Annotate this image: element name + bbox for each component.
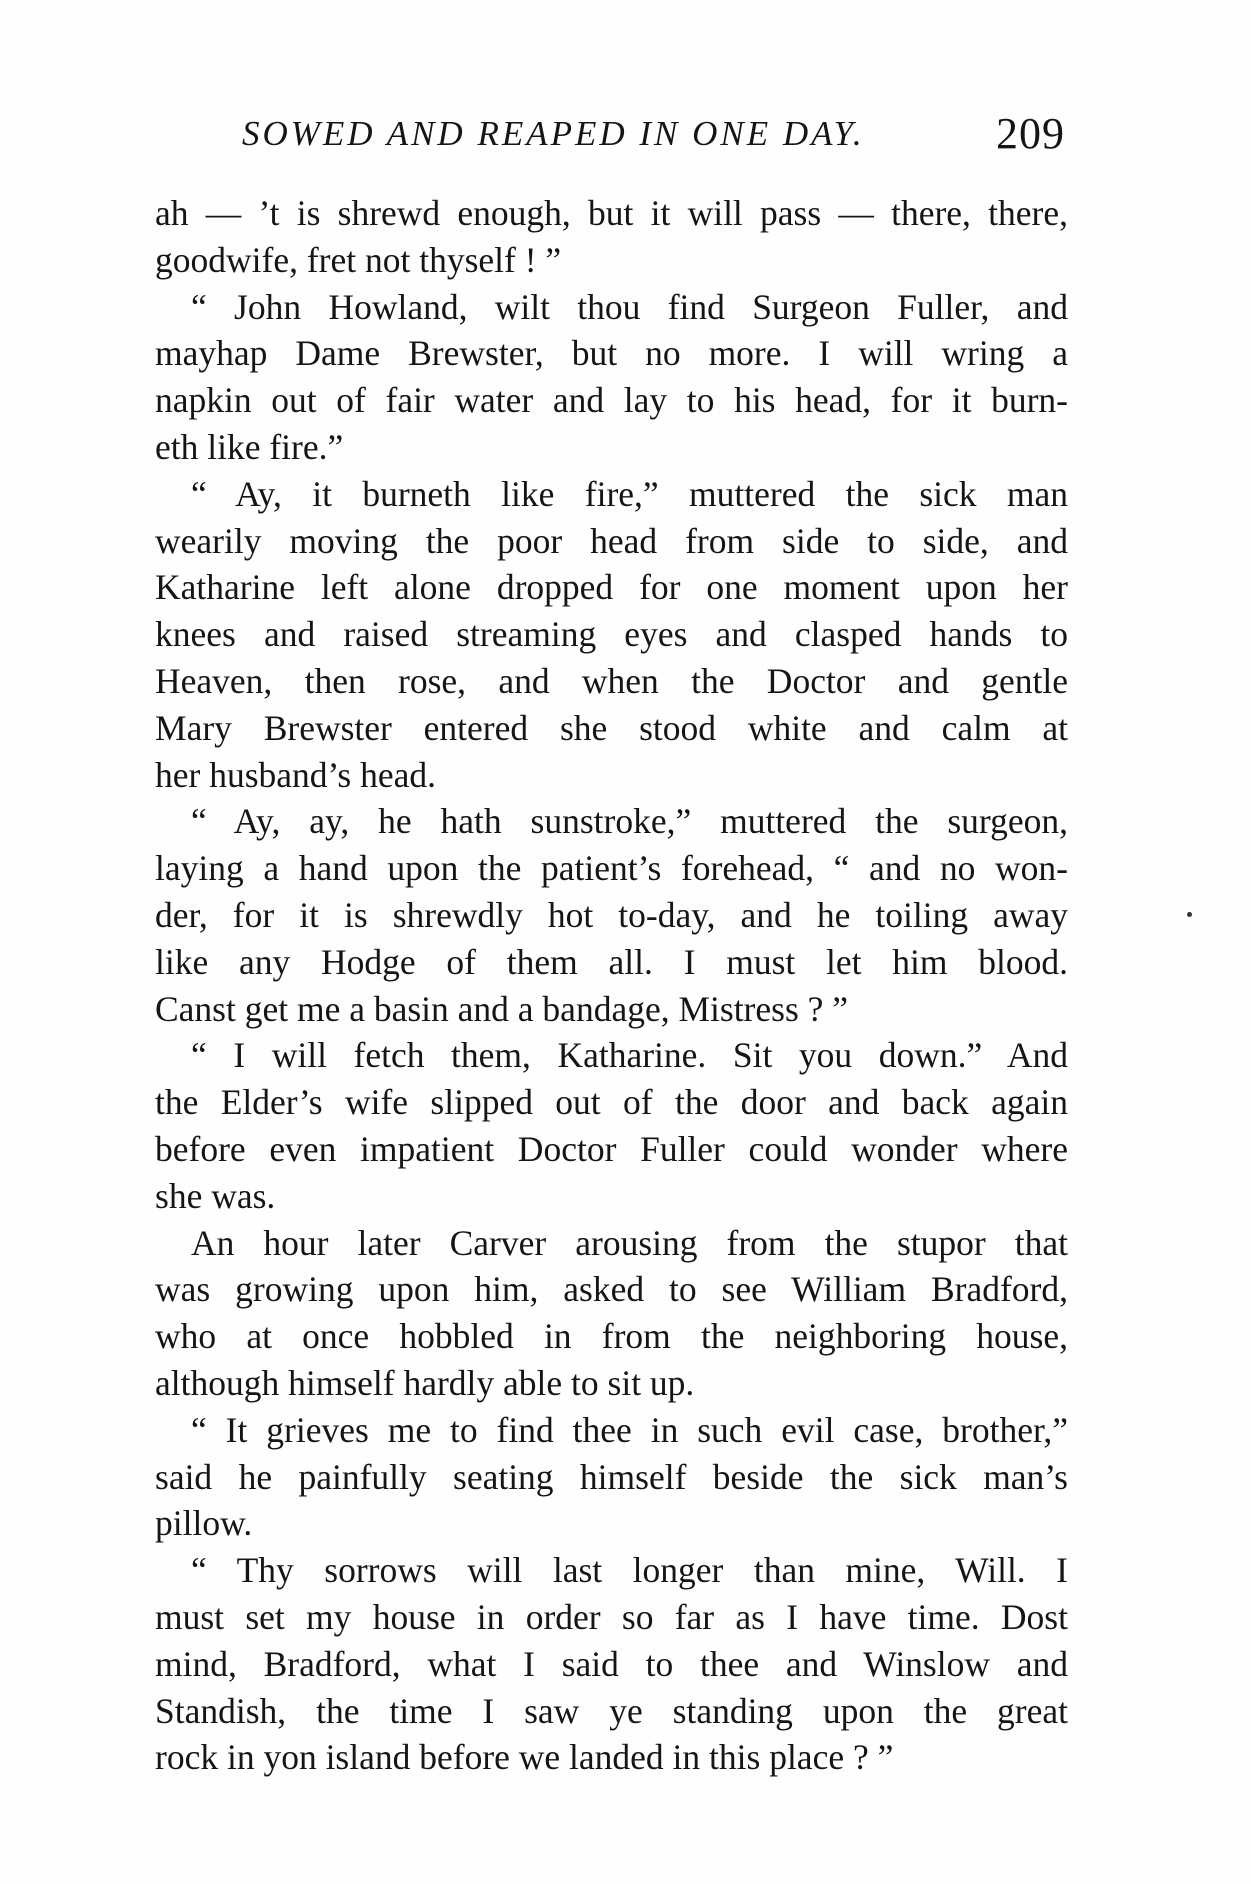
- text-line: said he painfully seating himself beside the sick man’s: [155, 1456, 1068, 1497]
- text-line: ah — ’t is shrewd enough, but it will pass — there, there,: [155, 193, 1068, 233]
- text-line: wearily moving the poor head from side to side, and: [155, 520, 1068, 561]
- text-line: although himself hardly able to sit up.: [155, 1362, 695, 1403]
- text-line: eth like fire.”: [155, 426, 344, 467]
- text-line: der, for it is shrewdly hot to-day, and he toiling away: [155, 894, 1068, 935]
- text-line: “ John Howland, wilt thou find Surgeon Fuller, and: [191, 286, 1068, 327]
- text-line: she was.: [155, 1175, 276, 1216]
- text-line: An hour later Carver arousing from the stupor that: [191, 1222, 1068, 1263]
- text-line: “ Thy sorrows will last longer than mine, Will. I: [191, 1550, 1068, 1591]
- running-head: [155, 108, 1065, 168]
- text-line: before even impatient Doctor Fuller could wonder where: [155, 1128, 1068, 1169]
- text-line: pillow.: [155, 1503, 253, 1544]
- ink-speck: [1187, 912, 1192, 917]
- text-line: Heaven, then rose, and when the Doctor and gentle: [155, 660, 1068, 701]
- text-line: goodwife, fret not thyself ! ”: [155, 239, 562, 280]
- text-line: Standish, the time I saw ye standing upon the great: [155, 1690, 1068, 1731]
- text-line: Canst get me a basin and a bandage, Mistress ? ”: [155, 988, 849, 1029]
- text-line: was growing upon him, asked to see William Bradford,: [155, 1269, 1068, 1310]
- text-line: who at once hobbled in from the neighboring house,: [155, 1316, 1068, 1357]
- text-line: the Elder’s wife slipped out of the door and back again: [155, 1082, 1068, 1123]
- text-line: like any Hodge of them all. I must let him blood.: [155, 941, 1068, 982]
- text-line: napkin out of fair water and lay to his head, for it burn-: [155, 380, 1068, 421]
- text-line: “ Ay, ay, he hath sunstroke,” muttered the surgeon,: [191, 801, 1068, 842]
- text-line: knees and raised streaming eyes and clasped hands to: [155, 614, 1068, 655]
- text-line: must set my house in order so far as I have time. Dost: [155, 1596, 1068, 1637]
- page-number: 209: [996, 109, 1065, 158]
- text-line: rock in yon island before we landed in this place ? ”: [155, 1737, 894, 1778]
- text-line: “ I will fetch them, Katharine. Sit you down.” And: [191, 1035, 1068, 1076]
- text-line: “ Ay, it burneth like fire,” muttered the sick man: [191, 473, 1068, 514]
- text-line: Mary Brewster entered she stood white and calm at: [155, 707, 1068, 748]
- text-line: laying a hand upon the patient’s forehead, “ and no won-: [155, 848, 1068, 889]
- text-line: her husband’s head.: [155, 754, 436, 795]
- text-line: mind, Bradford, what I said to thee and Winslow and: [155, 1643, 1068, 1684]
- running-title: SOWED AND REAPED IN ONE DAY.: [242, 114, 865, 153]
- body-text: [155, 190, 1068, 1781]
- text-line: Katharine left alone dropped for one moment upon her: [155, 567, 1068, 608]
- text-line: “ It grieves me to find thee in such evil case, brother,”: [191, 1409, 1068, 1450]
- text-line: mayhap Dame Brewster, but no more. I will wring a: [155, 333, 1068, 374]
